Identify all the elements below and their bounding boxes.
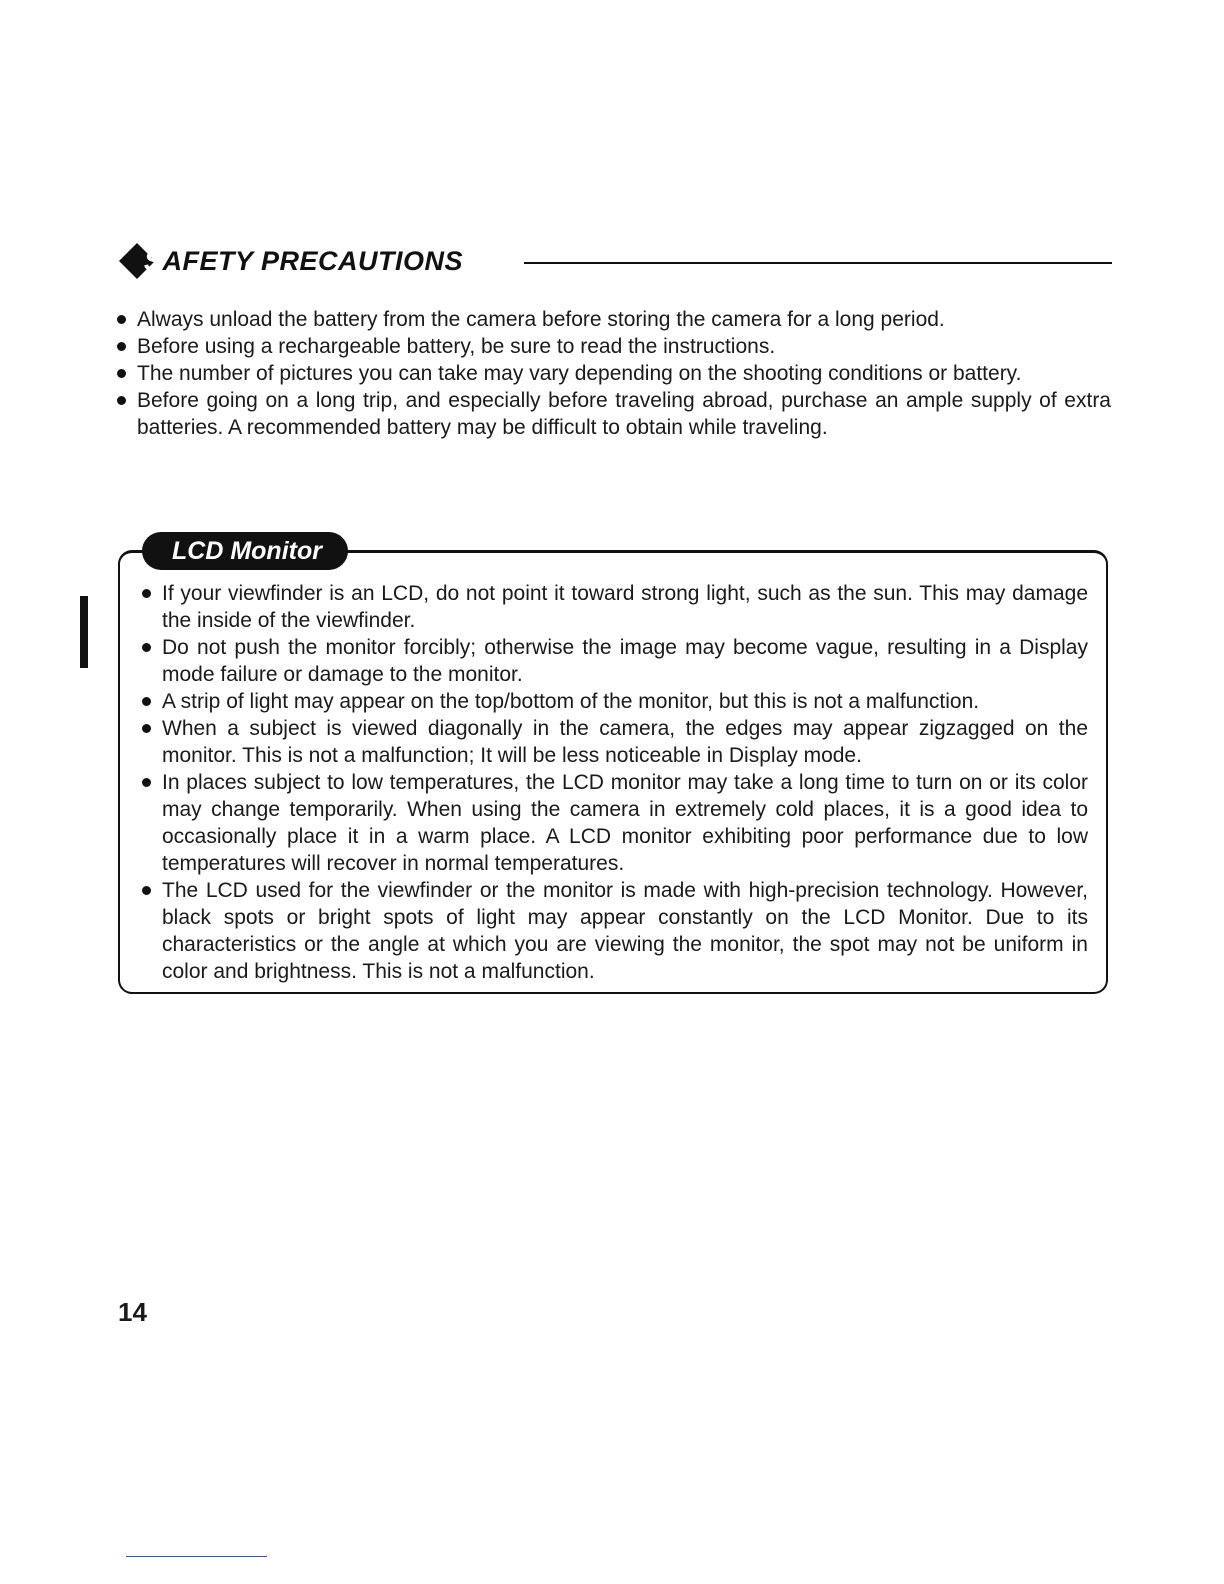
list-item-text: Do not push the monitor forcibly; otherwise the image may become vague, resulting in a Display mode failure or damage to the monitor. (162, 636, 1088, 686)
list-item (115, 387, 1111, 441)
list-item (140, 715, 1088, 769)
bullet-icon (142, 778, 151, 787)
list-item-text: Before using a rechargeable battery, be sure to read the instructions. (137, 335, 776, 358)
list-item-text: Always unload the battery from the camera before storing the camera for a long period. (137, 308, 945, 331)
bullet-icon (142, 724, 151, 733)
lcd-monitor-title: LCD Monitor (142, 532, 348, 570)
bullet-icon (117, 342, 126, 351)
footer-rule (126, 1556, 267, 1557)
bullet-icon (142, 643, 151, 652)
bullet-icon (117, 369, 126, 378)
page-number: 14 (118, 1297, 147, 1327)
list-item (140, 580, 1088, 634)
list-item (140, 769, 1088, 877)
bullet-icon (142, 589, 151, 598)
list-item (115, 360, 1111, 387)
safety-precautions-title (144, 246, 463, 276)
safety-title-initial: S (144, 246, 163, 276)
chapter-marker (80, 596, 88, 668)
lcd-monitor-list (140, 580, 1088, 985)
safety-title-rest: AFETY PRECAUTIONS (162, 246, 464, 276)
list-item-text: If your viewfinder is an LCD, do not point it toward strong light, such as the sun. This may damage the inside of the viewfinder. (162, 582, 1088, 632)
bullet-icon (117, 396, 126, 405)
list-item-text: In places subject to low temperatures, the LCD monitor may take a long time to turn on or its color may change temporarily. When using the camera in extremely cold places, it is a good idea to occasionally place it in a warm place. A LCD monitor exhibiting poor performance due to low temperatures will recover in normal temperatures. (162, 771, 1088, 875)
bullet-icon (142, 697, 151, 706)
list-item (140, 877, 1088, 985)
bullet-icon (142, 886, 151, 895)
list-item (115, 306, 1111, 333)
heading-rule (524, 262, 1112, 264)
list-item (140, 688, 1088, 715)
list-item (140, 634, 1088, 688)
list-item-text: The LCD used for the viewfinder or the monitor is made with high-precision technology. However, black spots or bright spots of light may appear constantly on the LCD Monitor. Due to its characteristics or the angle at which you are viewing the monitor, the spot may not be uniform in color and brightness. This is not a malfunction. (162, 879, 1088, 983)
list-item-text: The number of pictures you can take may vary depending on the shooting conditions or battery. (137, 362, 1022, 385)
safety-list (115, 306, 1111, 441)
list-item-text: A strip of light may appear on the top/bottom of the monitor, but this is not a malfunction. (162, 690, 980, 713)
list-item-text: Before going on a long trip, and especially before traveling abroad, purchase an ample supply of extra batteries. A recommended battery may be difficult to obtain while traveling. (137, 389, 1111, 439)
list-item-text: When a subject is viewed diagonally in the camera, the edges may appear zigzagged on the monitor. This is not a malfunction; It will be less noticeable in Display mode. (162, 717, 1088, 767)
list-item (115, 333, 1111, 360)
bullet-icon (117, 315, 126, 324)
safety-precautions-heading (116, 236, 1112, 286)
